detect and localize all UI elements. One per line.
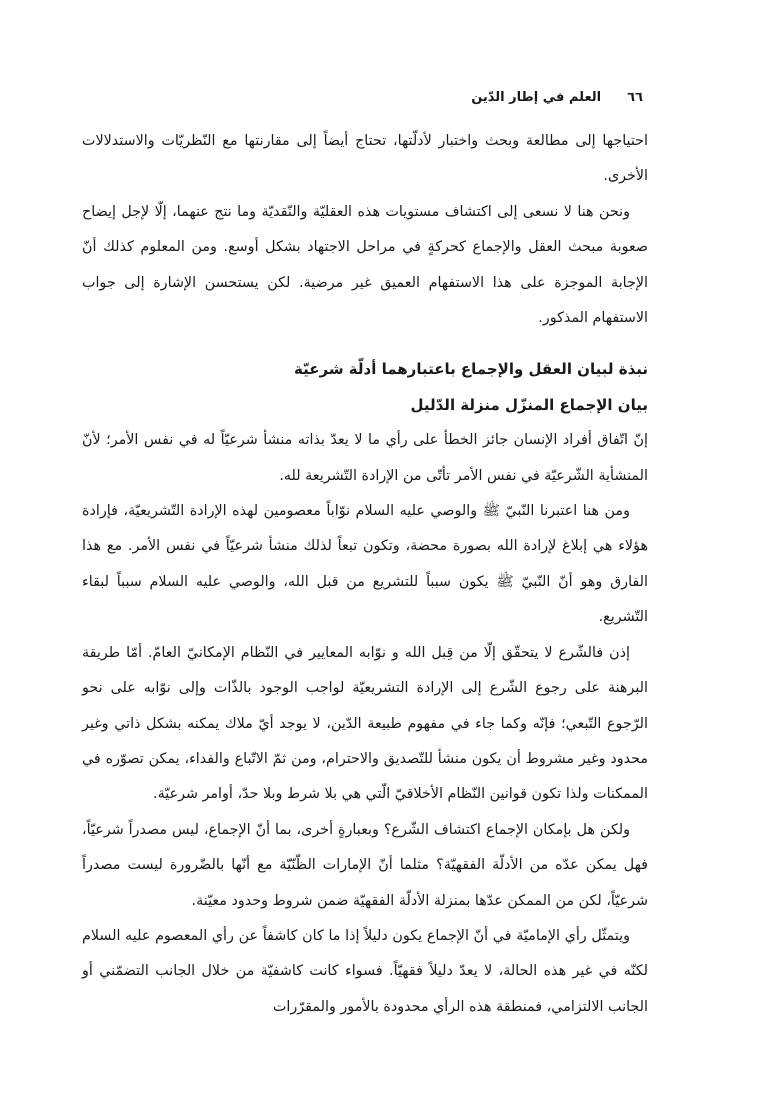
running-title: العلم في إطار الدّين xyxy=(471,90,602,105)
paragraph-imamiyya-view: ويتمثّل رأي الإماميّة في أنّ الإجماع يكون دليلاً إذا ما كان كاشفاً عن رأي المعصوم عليه السلام لكنّه في غير هذه الحالة، لا يعدّ دليلاً فقهيّاً. فسواء كانت كاشفيّة من خلال الجانب التضمّني أو الجانب الالتزامي، فمنطقة هذه الرأي محدودة بالأمور والمقرّرات xyxy=(82,927,648,1015)
paragraph-shariah-realization: إذن فالشّرع لا يتحقّق إلّا من قِبل الله و نوّابه المعايير في النّظام الإمكانيّ العامّ. أمّا طريقة البرهنة على رجوع الشّرع إلى الإرادة التشريعيّة لواجب الوجود بالذّات وإلى نوّابه على نحو الرّجوع التّبعي؛ فإنّه وكما جاء في مفهوم طبيعة الدّين، لا يوجد أيّ ملاك يمكنه بشكل ذاتي وغير محدود وغير مشروط أن يكون منشأ للتّصديق والاحترام، ومن ثمّ الاتّباع والفداء، يمكن تصوّره في الممكنات ولذا تكون قوانين النّظام الأخلاقيّ الّتي هي بلا شرط وبلا حدّ، أوامر شرعيّة. xyxy=(82,644,648,803)
paragraph-continuation: احتياجها إلى مطالعة وبحث واختبار لأدلّتها، تحتاج أيضاً إلى مقارنتها مع النّظريّات والاستدلالات الأخرى. xyxy=(82,133,648,185)
page-number: ٦٦ xyxy=(627,90,643,105)
paragraph-consensus-question: ولكن هل بإمكان الإجماع اكتشاف الشّرع؟ وبعبارةٍ أخرى، بما أنّ الإجماع، ليس مصدراً شرعيّاً، فهل يمكن عدّه من الأدلّة الفقهيّة؟ مثلما أنّ الإمارات الظّنّيّة مع أنّها بالضّرورة ليست مصدراً شرعيّاً، لكن من الممكن عدّها بمنزلة الأدلّة الفقهيّة ضمن شروط وحدود معيّنة. xyxy=(82,821,648,909)
section-heading: نبذة لبيان العقل والإجماع باعتبارهما أدلّة شرعيّة xyxy=(294,360,648,379)
subsection-heading: بيان الإجماع المنزّل منزلة الدّليل xyxy=(410,395,648,414)
page-body xyxy=(82,124,648,1025)
paragraph-infallible-deputies: ومن هنا اعتبرنا النّبيّ ﷺ والوصي عليه السلام نوّاباً معصومين لهذه الإرادة التّشريعيّة، فإرادة هؤلاء هي إبلاغ لإرادة الله بصورة محضة، وتكون تبعاً لذلك منشأ شرعيّاً في نفس الأمر. مع هذا الفارق وهو أنّ النّبيّ ﷺ يكون سبباً للتشريع من قبل الله، والوصي عليه السلام سبباً لبقاء التّشريع. xyxy=(82,503,648,626)
page-header xyxy=(471,90,643,105)
paragraph-consensus-origin: إنّ اتّفاق أفراد الإنسان جائز الخطأ على رأي ما لا يعدّ بذاته منشأ شرعيّاً له في نفس الأمر؛ لأنّ المنشأية الشّرعيّة في نفس الأمر تأتّى من الإرادة التّشريعة لله. xyxy=(82,432,648,484)
paragraph-intro: ونحن هنا لا نسعى إلى اكتشاف مستويات هذه العقليّة والنّقديّة وما نتج عنهما، إلّا لإجل إيضاح صعوبة مبحث العقل والإجماع كحركةٍ في مراحل الاجتهاد بشكل أوسع. ومن المعلوم كذلك أنّ الإجابة الموجزة على هذا الاستفهام العميق غير مرضية. لكن يستحسن الإشارة إلى جواب الاستفهام المذكور. xyxy=(82,203,648,327)
